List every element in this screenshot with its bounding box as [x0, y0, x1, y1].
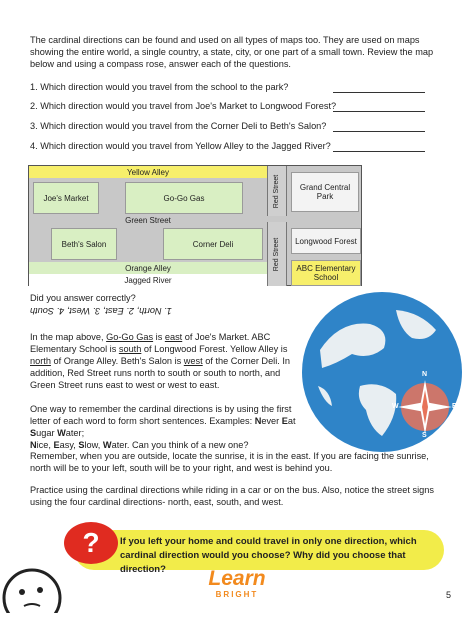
logo-word-bright: BRIGHT	[215, 590, 259, 599]
abc-elementary-school: ABC Elementary School	[291, 260, 361, 286]
p1-e: of Joe's Market. ABC Elementary School is	[30, 332, 271, 354]
answer-check: Did you answer correctly?	[30, 293, 136, 303]
jagged-river: Jagged River	[29, 274, 267, 286]
p2-r4: ater;	[65, 428, 85, 438]
compass-e: E	[452, 403, 457, 410]
p2-l6: E	[53, 440, 60, 450]
beths-salon: Beth's Salon	[51, 228, 117, 260]
p2-l5: N	[30, 440, 37, 450]
paragraph-examples	[30, 331, 302, 391]
joes-market: Joe's Market	[33, 182, 99, 214]
question-3: 3. Which direction would you travel from the Corner Deli to Beth's Salon?	[30, 121, 327, 131]
p1-c: is	[153, 332, 165, 342]
p2-r8: ater.	[111, 440, 130, 450]
orange-alley: Orange Alley	[29, 262, 267, 274]
p2-l3: S	[30, 428, 37, 438]
answer-blank-1[interactable]	[333, 91, 425, 93]
yellow-alley: Yellow Alley	[29, 166, 267, 178]
p2-l4: W	[57, 428, 66, 438]
paragraph-mnemonic	[30, 403, 302, 451]
compass-s: S	[422, 432, 427, 439]
gogo-gas: Go-Go Gas	[125, 182, 243, 214]
p1-north: north	[30, 356, 51, 366]
red-street-bottom-label: Red Street	[273, 237, 281, 271]
town-map	[28, 165, 362, 286]
p2-r5: ice,	[36, 440, 54, 450]
p2-l7: S	[78, 440, 85, 450]
compass-rose	[390, 372, 460, 442]
p2-r3: ugar	[36, 428, 58, 438]
learn-bright-logo	[190, 568, 284, 608]
red-street-top-label: Red Street	[273, 174, 281, 208]
p2-z: Can you think of a new one?	[129, 440, 249, 450]
compass-n: N	[422, 371, 428, 378]
red-street-top	[267, 166, 287, 216]
page-number: 5	[446, 590, 452, 600]
p2-r2: at	[287, 416, 296, 426]
green-street: Green Street	[125, 215, 171, 225]
question-mark-badge	[64, 522, 118, 564]
intro-paragraph: The cardinal directions can be found and used on all types of maps too. They are used on maps showing the entire world, a single country, a state, city, or one part of a small town. Review the map below and using a compass rose, answer each of the questions.	[30, 35, 434, 69]
compass-w: W	[392, 403, 399, 410]
answer-blank-3[interactable]	[333, 130, 425, 132]
question-4: 4. Which direction would you travel from Yellow Alley to the Jagged River?	[30, 141, 331, 151]
p1-i: of Orange Alley. Beth's Salon is	[50, 356, 184, 366]
p2-l1: N	[254, 416, 262, 426]
red-street-bottom	[267, 222, 287, 286]
p1-south: south	[118, 344, 142, 354]
answer-blank-2[interactable]	[333, 110, 425, 112]
question-1: 1. Which direction would you travel from the school to the park?	[30, 82, 289, 92]
question-2: 2. Which direction would you travel from Joe's Market to Longwood Forest?	[30, 101, 337, 111]
p2-l8: W	[102, 440, 112, 450]
longwood-forest: Longwood Forest	[291, 228, 361, 254]
answer-blank-4[interactable]	[333, 150, 425, 152]
p1-k: of the Corner Deli. In addition, Red Street runs north to south or south to north, and Green Street runs east to west or west to east.	[30, 356, 291, 390]
thinking-face-illustration	[0, 556, 70, 613]
corner-deli: Corner Deli	[163, 228, 263, 260]
callout-text: If you left your home and could travel in only one direction, which cardinal direction would you choose? Why did you choose that direction?	[120, 536, 417, 575]
paragraph-practice: Practice using the cardinal directions while riding in a car or on the bus. Also, notice the street signs using the four cardinal directions- north, east, south, and west.	[30, 485, 434, 507]
logo-word-learn: Learn	[208, 567, 266, 590]
question-callout	[74, 530, 444, 575]
p2-r7: low,	[84, 440, 103, 450]
p1-g: of Longwood Forest. Yellow Alley is	[141, 344, 288, 354]
upside-down-answers: 1. North, 2. East, 3. West, 4. South	[30, 306, 172, 316]
p2-l2: E	[281, 416, 288, 426]
p1-west: west	[183, 356, 203, 366]
thinking-face-icon	[0, 556, 70, 613]
p2-r1: ever	[261, 416, 282, 426]
p1-gogo: Go-Go Gas	[106, 332, 154, 342]
paragraph-sunrise: Remember, when you are outside, locate the sunrise, it is in the east. If you are facing the sunrise, north will be to your left, south will be to your right, and west is behind you.	[30, 451, 429, 473]
p2-a: One way to remember the cardinal directions is by using the first letter of each word to form short sentences. Examples:	[30, 404, 292, 426]
p1-a: In the map above,	[30, 332, 107, 342]
p1-east: east	[164, 332, 183, 342]
question-mark-icon: ?	[82, 527, 100, 558]
p2-r6: asy,	[59, 440, 79, 450]
grand-central-park: Grand Central Park	[291, 172, 359, 212]
